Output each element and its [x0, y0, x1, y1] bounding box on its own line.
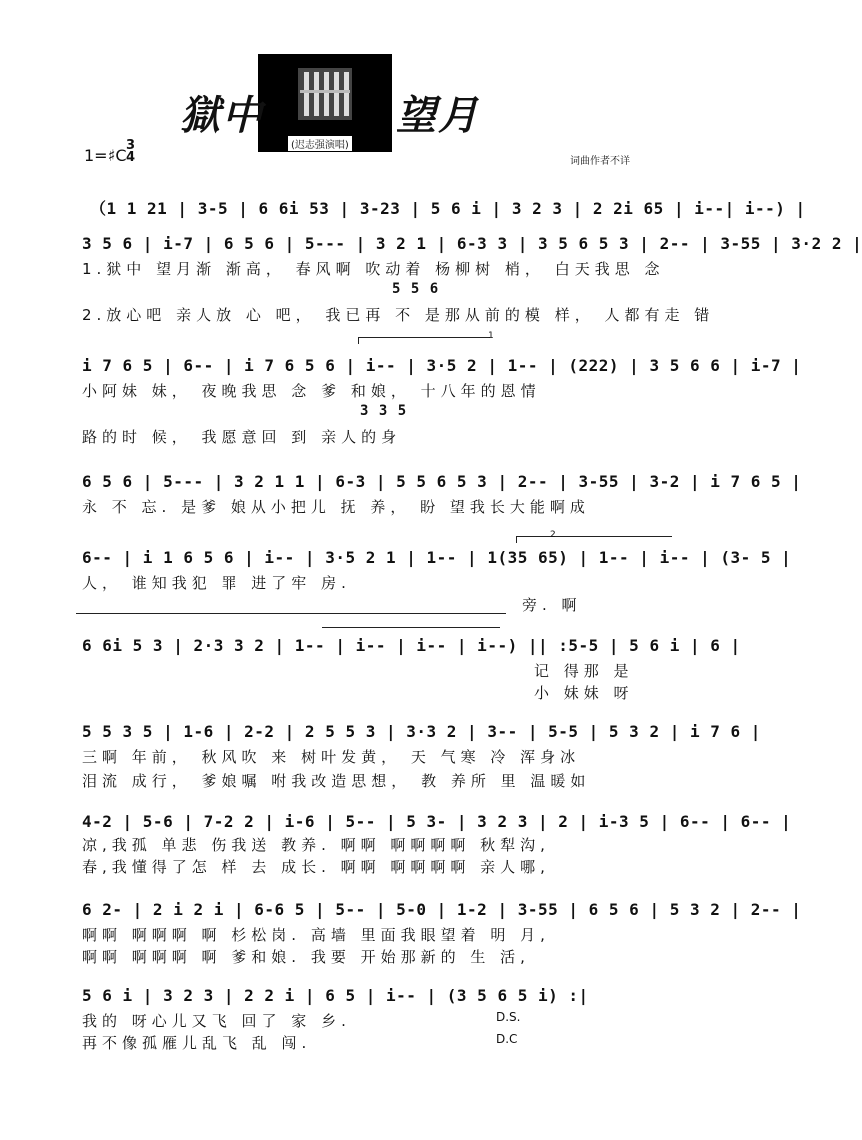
lyric-row-5-verse2: 小 妹妹 呀	[534, 684, 634, 702]
singer-note: (迟志强演唱)	[288, 136, 352, 151]
notation-row-8: 6 2- | 2 i 2 i | 6-6 5 | 5-- | 5-0 | 1-2 | 3-55 | 6 5 6 | 5 3 2 | 2-- |	[82, 900, 802, 919]
volta-bracket-2-tick	[516, 536, 517, 543]
credit: 词曲作者不详	[570, 156, 630, 167]
time-signature-top: 3	[126, 138, 136, 153]
lyric-row-9-verse1: 我的 呀心儿又飞 回了 家 乡.	[82, 1012, 351, 1030]
ending-dc: D.C	[496, 1032, 518, 1046]
time-signature	[126, 140, 135, 164]
aside-notes-1: 5 5 6	[392, 281, 440, 297]
lyric-row-7-verse2: 春,我懂得了怎 样 去 成长. 啊啊 啊啊啊啊 亲人哪,	[82, 858, 550, 876]
lyric-row-1-verse1: 1.狱中 望月渐 渐高， 春风啊 吹动着 杨柳树 梢， 白天我思 念	[82, 260, 665, 278]
lyric-row-6-verse2: 泪流 成行， 爹娘嘱 咐我改造思想， 教 养所 里 温暖如	[82, 772, 591, 790]
title-part2: 望月	[396, 92, 480, 139]
title-part1: 獄中	[180, 92, 264, 139]
notation-row-7: 4-2 | 5-6 | 7-2 2 | i-6 | 5-- | 5 3- | 3 2 3 | 2 | i-3 5 | 6-- | 6-- |	[82, 812, 792, 831]
volta-number-1: 1	[488, 331, 494, 341]
lyric-row-4-aside: 旁. 啊	[522, 596, 582, 614]
long-line-2	[322, 627, 500, 628]
lyric-row-2-verse1: 小阿妹 妹， 夜晚我思 念 爹 和娘， 十八年的恩情	[82, 382, 541, 400]
notation-row-intro: （1 1 21 | 3-5 | 6 6i 53 | 3-23 | 5 6 i | 3 2 3 | 2 2i 65 | i--| i--) |	[90, 199, 806, 218]
notation-row-9: 5 6 i | 3 2 3 | 2 2 i | 6 5 | i-- | (3 5 6 5 i) :|	[82, 986, 589, 1005]
time-signature-bottom: 4	[126, 150, 136, 165]
lyric-row-8-verse2: 啊啊 啊啊啊 啊 爹和娘. 我要 开始那新的 生 活,	[82, 948, 530, 966]
volta-bracket-1-tick	[358, 337, 359, 344]
notation-row-5: 6 6i 5 3 | 2·3 3 2 | 1-- | i-- | i-- | i--) || :5-5 | 5 6 i | 6 |	[82, 636, 741, 655]
lyric-row-2-verse2: 路的时 候， 我愿意回 到 亲人的身	[82, 428, 402, 446]
lyric-row-7-verse1: 凉,我孤 单悲 伤我送 教养. 啊啊 啊啊啊啊 秋犁沟,	[82, 836, 550, 854]
notation-row-6: 5 5 3 5 | 1-6 | 2-2 | 2 5 5 3 | 3·3 2 | 3-- | 5-5 | 5 3 2 | i 7 6 |	[82, 722, 761, 741]
notation-row-2: i 7 6 5 | 6-- | i 7 6 5 6 | i-- | 3·5 2 | 1-- | (222) | 3 5 6 6 | i-7 |	[82, 356, 802, 375]
lyric-row-8-verse1: 啊啊 啊啊啊 啊 杉松岗. 高墙 里面我眼望着 明 月,	[82, 926, 550, 944]
volta-bracket-2	[516, 536, 672, 537]
volta-bracket-1	[358, 337, 490, 338]
lyric-row-5-verse1: 记 得那 是	[534, 662, 634, 680]
long-line-1	[76, 613, 506, 614]
aside-notes-2: 3 3 5	[360, 403, 408, 419]
notation-row-4: 6-- | i 1 6 5 6 | i-- | 3·5 2 1 | 1-- | 1(35 65) | 1-- | i-- | (3- 5 |	[82, 548, 792, 567]
volta-number-2: 2	[550, 530, 556, 540]
notation-row-3: 6 5 6 | 5--- | 3 2 1 1 | 6-3 | 5 5 6 5 3 | 2-- | 3-55 | 3-2 | i 7 6 5 |	[82, 472, 802, 491]
ending-ds: D.S.	[496, 1010, 521, 1024]
key-signature: 1=♯C	[84, 146, 127, 165]
lyric-row-9-verse2: 再不像孤雁儿乱飞 乱 闯.	[82, 1034, 312, 1052]
lyric-row-1-verse2: 2.放心吧 亲人放 心 吧， 我已再 不 是那从前的模 样， 人都有走 错	[82, 306, 715, 324]
notation-row-1: 3 5 6 | i-7 | 6 5 6 | 5--- | 3 2 1 | 6-3 3 | 3 5 6 5 3 | 2-- | 3-55 | 3·2 2 |	[82, 234, 862, 253]
lyric-row-3-verse1: 永 不 忘. 是爹 娘从小把儿 抚 养， 盼 望我长大能啊成	[82, 498, 590, 516]
lyric-row-6-verse1: 三啊 年前， 秋风吹 来 树叶发黄， 天 气寒 冷 浑身冰	[82, 748, 581, 766]
lyric-row-4-verse1: 人， 谁知我犯 罪 进了牢 房.	[82, 574, 351, 592]
